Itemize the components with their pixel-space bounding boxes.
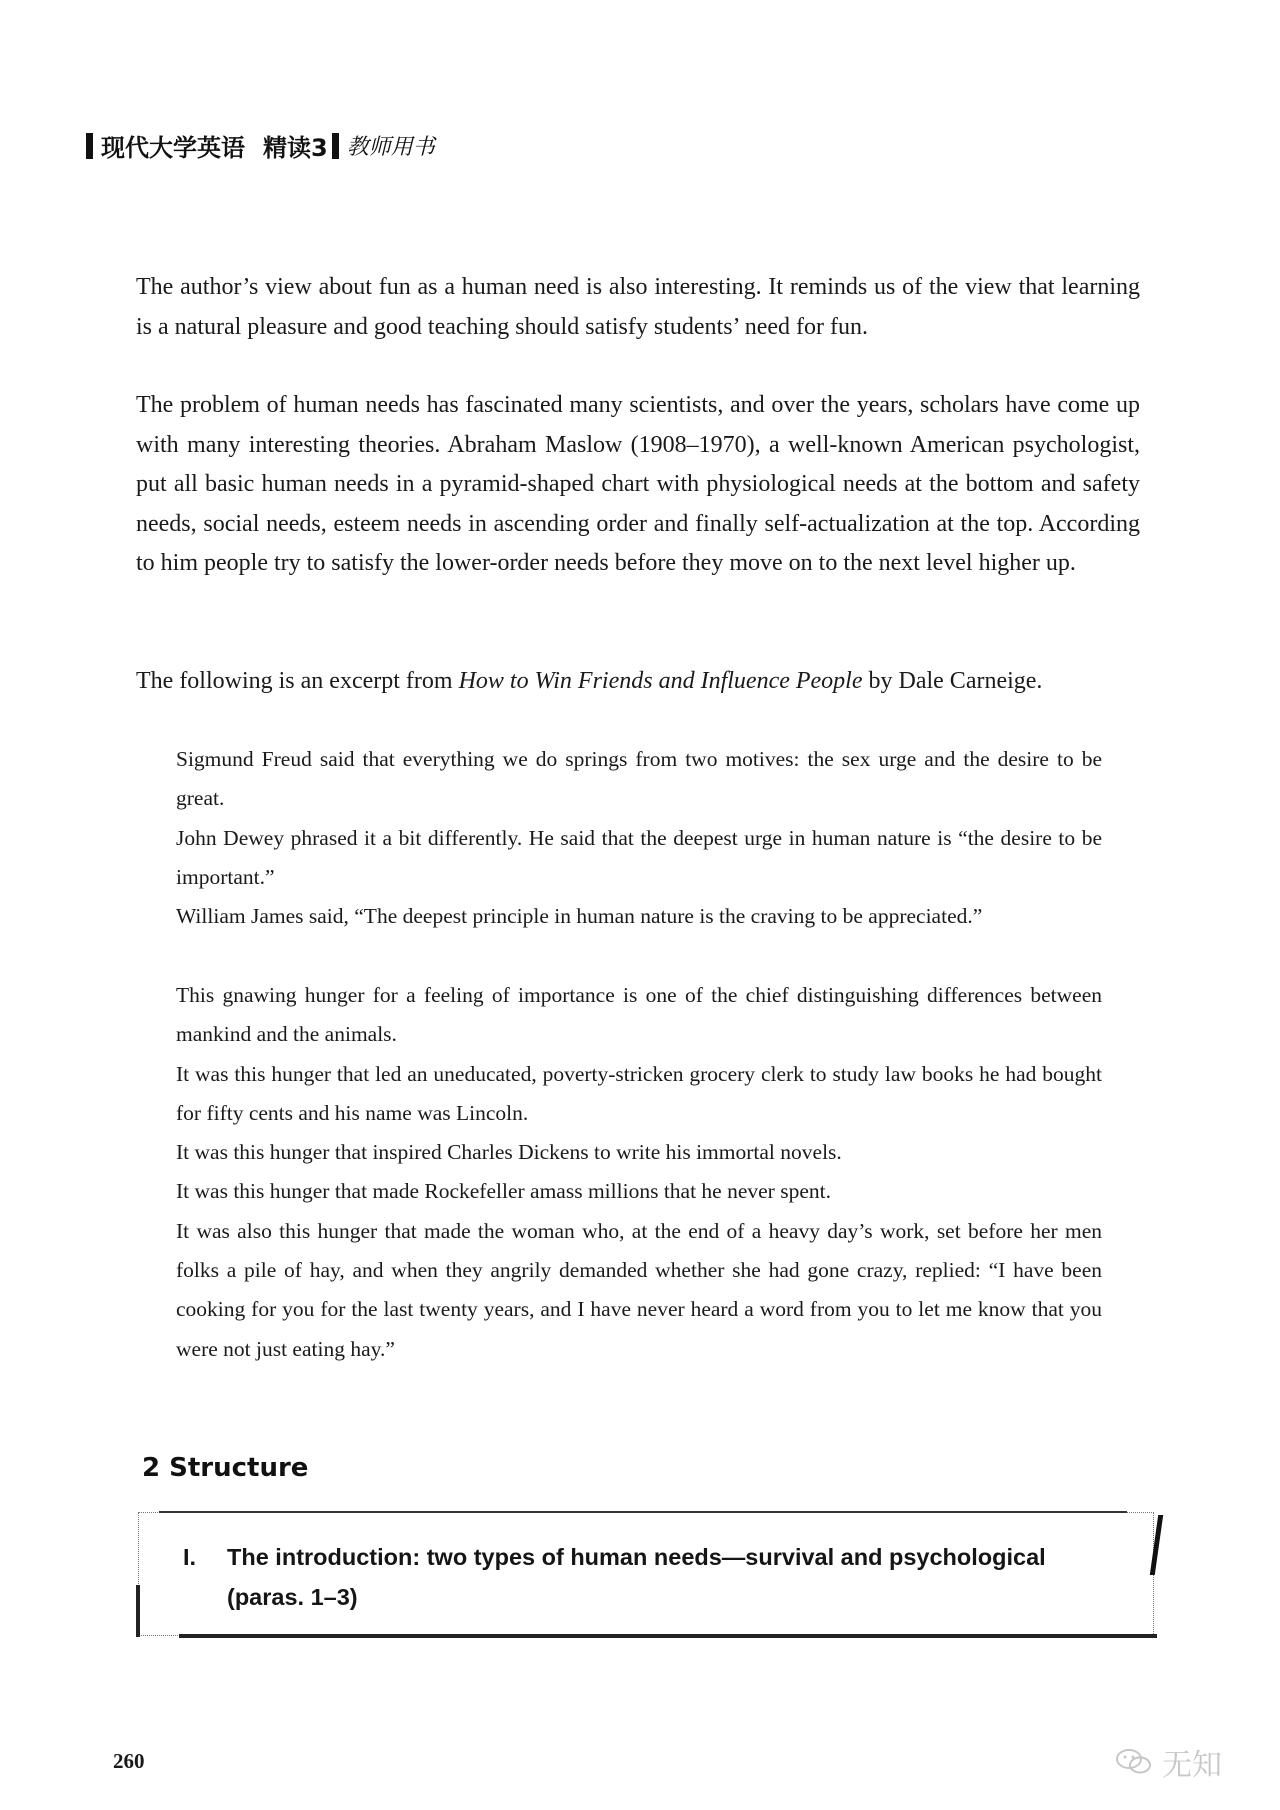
paragraph-maslow: The problem of human needs has fascinated many scientists, and over the years, scholars have come up with many interesting theories. Abraham Maslow (1908–1970), a well-known American psychologist, put all basic human needs in a pyramid-shaped chart with physiological needs at the bottom and safety needs, social needs, esteem needs in ascending order and finally self-actualization at the top. According to him people try to satisfy the lower-order needs before they move on to the next level higher up.: [136, 392, 1140, 576]
header-bar-mark: [86, 133, 93, 159]
excerpt-book-title: How to Win Friends and Influence People: [458, 668, 863, 694]
box-right-mark: [1150, 1515, 1163, 1575]
structure-item: [183, 1537, 1103, 1617]
book-title: 现代大学英语: [101, 134, 245, 162]
paragraph-fun-need: The author’s view about fun as a human need is also interesting. It reminds us of the view that learning is a natural pleasure and good teaching should satisfy students’ need for fun.: [136, 274, 1140, 340]
excerpt-intro-after: by Dale Carneige.: [862, 668, 1043, 694]
quote-line: It was this hunger that made Rockefeller amass millions that he never spent.: [176, 1179, 831, 1204]
quote-line: John Dewey phrased it a bit differently. He said that the deepest urge in human nature is “the desire to be important.”: [176, 825, 1102, 889]
excerpt-intro-before: The following is an excerpt from: [136, 668, 459, 694]
box-left-mark: [136, 1585, 140, 1637]
book-role: 教师用书: [346, 135, 435, 160]
watermark-text: 无知: [1162, 1748, 1222, 1783]
quote-line: It was also this hunger that made the woman who, at the end of a heavy day’s work, set before her men folks a pile of hay, and when they angrily demanded whether she had gone crazy, replied: “I have been cooking for you for the last twenty years, and I have never heard a word from you to let me know that you were not just eating hay.”: [176, 1218, 1102, 1361]
wechat-icon: [1114, 1747, 1154, 1777]
structure-box: [138, 1512, 1154, 1636]
quote-line: Sigmund Freud said that everything we do springs from two motives: the sex urge and the desire to be great.: [176, 747, 1102, 811]
box-bottom-rule: [179, 1634, 1157, 1638]
quote-line: William James said, “The deepest principle in human nature is the craving to be appreciated.”: [176, 904, 983, 929]
box-top-rule: [159, 1511, 1127, 1513]
quote-block-1: [176, 740, 1102, 936]
page-number: 260: [113, 1749, 145, 1773]
watermark: [1114, 1740, 1222, 1784]
section-title: 2 Structure: [142, 1453, 309, 1483]
quote-line: This gnawing hunger for a feeling of importance is one of the chief distinguishing differences between mankind and the animals.: [176, 983, 1102, 1047]
excerpt-intro: [136, 662, 1140, 702]
quote-block-2: [176, 976, 1102, 1369]
book-volume: 精读3: [263, 134, 328, 162]
quote-line: It was this hunger that led an uneducated, poverty-stricken grocery clerk to study law books he had bought for fifty cents and his name was Lincoln.: [176, 1061, 1102, 1125]
book-header: [86, 128, 435, 163]
structure-item-text: The introduction: two types of human needs—survival and psychological (paras. 1–3): [227, 1544, 1046, 1610]
header-bar-mark: [332, 133, 339, 159]
structure-item-number: I.: [183, 1544, 197, 1570]
quote-line: It was this hunger that inspired Charles Dickens to write his immortal novels.: [176, 1140, 842, 1165]
